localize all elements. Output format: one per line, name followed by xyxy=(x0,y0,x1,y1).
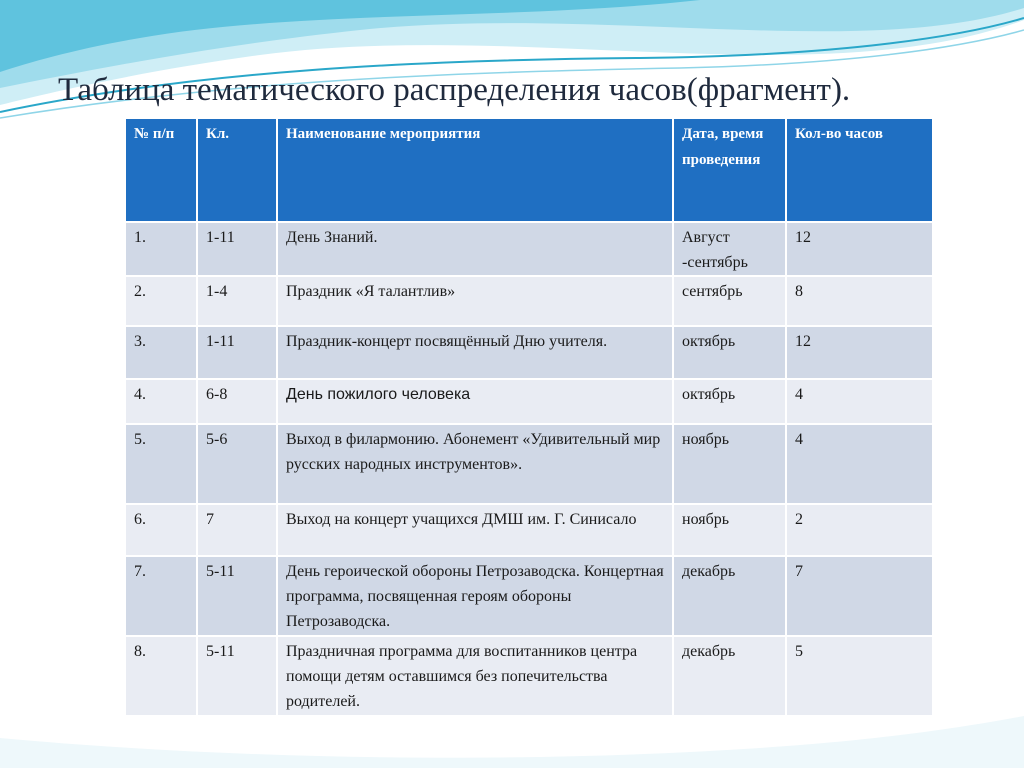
cell-hours: 4 xyxy=(786,424,933,504)
table-row xyxy=(125,424,933,504)
table-row xyxy=(125,379,933,424)
cell-class: 6-8 xyxy=(197,379,277,424)
table-row xyxy=(125,504,933,556)
header-event-name: Наименование мероприятия xyxy=(277,118,673,222)
cell-date: ноябрь xyxy=(673,504,786,556)
table-row xyxy=(125,556,933,636)
cell-class: 1-11 xyxy=(197,222,277,276)
cell-event-name: Праздник-концерт посвящённый Дню учителя. xyxy=(277,326,673,379)
cell-number: 5. xyxy=(125,424,197,504)
cell-hours: 4 xyxy=(786,379,933,424)
header-date: Дата, время проведения xyxy=(673,118,786,222)
cell-number: 8. xyxy=(125,636,197,716)
cell-event-name: День героической обороны Петрозаводска. Концертная программа, посвященная героям обороны Петрозаводска. xyxy=(277,556,673,636)
cell-event-name: Выход на концерт учащихся ДМШ им. Г. Синисало xyxy=(277,504,673,556)
cell-hours: 7 xyxy=(786,556,933,636)
cell-number: 1. xyxy=(125,222,197,276)
cell-event-name: День пожилого человека xyxy=(277,379,673,424)
cell-event-name: Выход в филармонию. Абонемент «Удивительный мир русских народных инструментов». xyxy=(277,424,673,504)
cell-number: 4. xyxy=(125,379,197,424)
table-row xyxy=(125,276,933,326)
cell-event-name: Праздничная программа для воспитанников центра помощи детям оставшимся без попечительства родителей. xyxy=(277,636,673,716)
cell-hours: 2 xyxy=(786,504,933,556)
decorative-wave-bottom xyxy=(0,668,1024,768)
cell-hours: 8 xyxy=(786,276,933,326)
header-class: Кл. xyxy=(197,118,277,222)
header-number: № п/п xyxy=(125,118,197,222)
cell-number: 3. xyxy=(125,326,197,379)
cell-class: 5-6 xyxy=(197,424,277,504)
cell-hours: 5 xyxy=(786,636,933,716)
table-header-row xyxy=(125,118,933,222)
header-hours: Кол-во часов xyxy=(786,118,933,222)
cell-hours: 12 xyxy=(786,222,933,276)
cell-date: октябрь xyxy=(673,379,786,424)
cell-class: 1-4 xyxy=(197,276,277,326)
cell-date: октябрь xyxy=(673,326,786,379)
cell-event-name: Праздник «Я талантлив» xyxy=(277,276,673,326)
cell-date: декабрь xyxy=(673,556,786,636)
table-row xyxy=(125,326,933,379)
cell-class: 1-11 xyxy=(197,326,277,379)
cell-number: 2. xyxy=(125,276,197,326)
cell-number: 6. xyxy=(125,504,197,556)
cell-date: декабрь xyxy=(673,636,786,716)
cell-date: ноябрь xyxy=(673,424,786,504)
page-title: Таблица тематического распределения часов(фрагмент). xyxy=(58,72,851,108)
table-row xyxy=(125,222,933,276)
cell-date: сентябрь xyxy=(673,276,786,326)
cell-date: Август -сентябрь xyxy=(673,222,786,276)
cell-event-name: День Знаний. xyxy=(277,222,673,276)
cell-class: 5-11 xyxy=(197,636,277,716)
cell-class: 7 xyxy=(197,504,277,556)
schedule-table xyxy=(124,117,934,717)
cell-hours: 12 xyxy=(786,326,933,379)
cell-class: 5-11 xyxy=(197,556,277,636)
cell-number: 7. xyxy=(125,556,197,636)
